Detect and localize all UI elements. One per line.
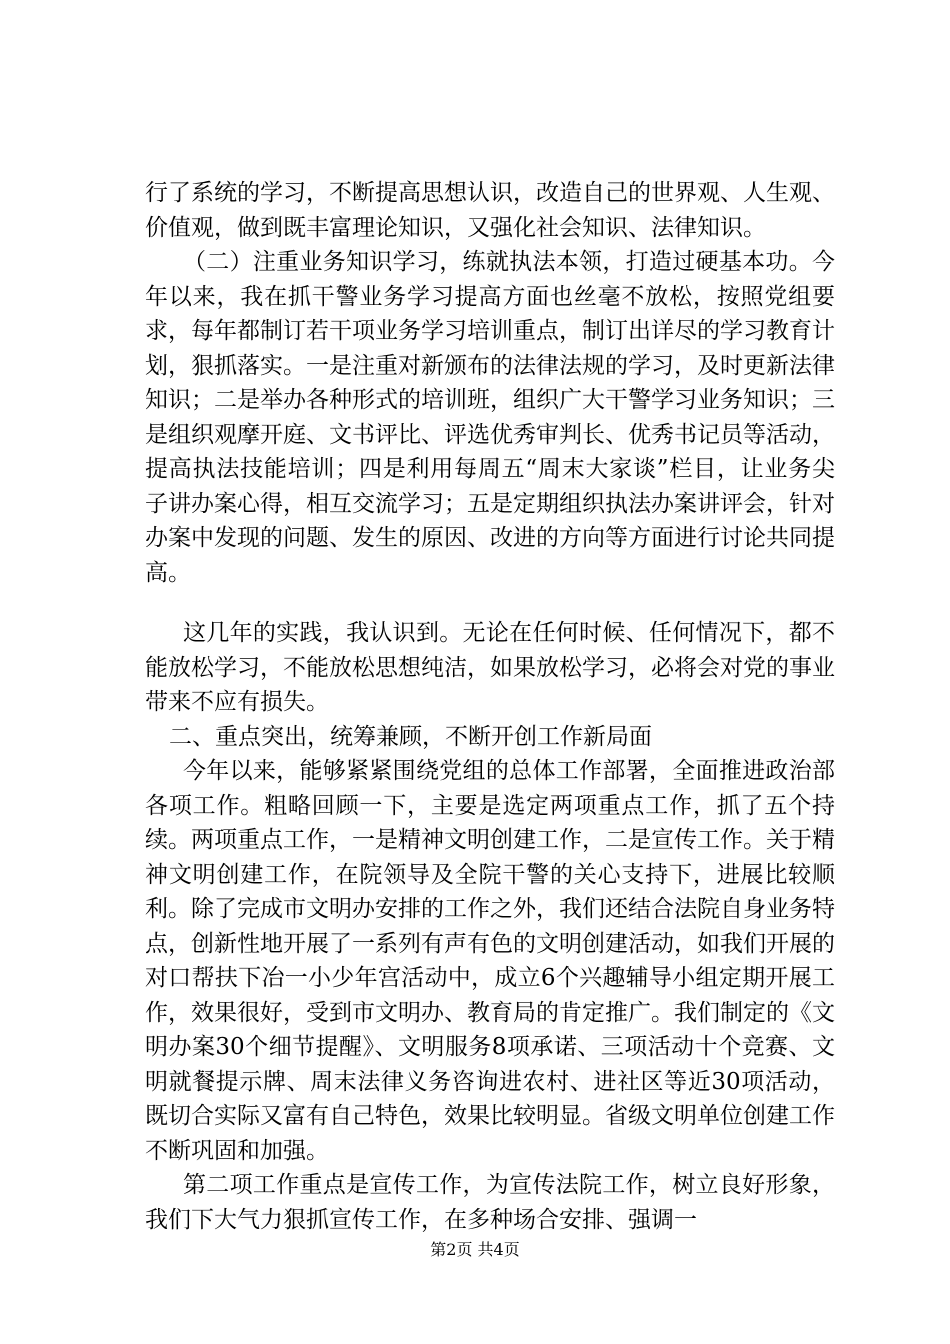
page-number-footer: 第2页 共4页	[430, 1240, 520, 1259]
paragraph-practice-reflection: 这几年的实践，我认识到。无论在任何时候、任何情况下，都不能放松学习，不能放松思想纯洁，如果放松学习，必将会对党的事业带来不应有损失。	[145, 620, 835, 715]
paragraph-key-work: 今年以来，能够紧紧围绕党组的总体工作部署，全面推进政治部各项工作。粗略回顾一下，主要是选定两项重点工作，抓了五个持续。两项重点工作，一是精神文明创建工作，二是宣传工作。关于精神文明创建工作，在院领导及全院干警的关心支持下，进展比较顺利。除了完成市文明办安排的工作之外，我们还结合法院自身业务特点，创新性地开展了一系列有声有色的文明创建活动，如我们开展的对口帮扶下冶一小少年宫活动中，成立6个兴趣辅导小组定期开展工作，效果很好，受到市文明办、教育局的肯定推广。我们制定的《文明办案30个细节提醒》、文明服务8项承诺、三项活动十个竞赛、文明就餐提示牌、周末法律义务咨询进农村、进社区等近30项活动，既切合实际又富有自己特色，效果比较明显。省级文明单位创建工作不断巩固和加强。	[145, 758, 835, 1164]
paragraph-business-study: （二）注重业务知识学习，练就执法本领，打造过硬基本功。今年以来，我在抓干警业务学习提高方面也丝毫不放松，按照党组要求，每年都制订若干项业务学习培训重点，制订出详尽的学习教育计划，狠抓落实。一是注重对新颁布的法律法规的学习，及时更新法律知识；二是举办各种形式的培训班，组织广大干警学习业务知识；三是组织观摩开庭、文书评比、评选优秀审判长、优秀书记员等活动，提高执法技能培训；四是利用每周五“周末大家谈”栏目，让业务尖子讲办案心得，相互交流学习；五是定期组织执法办案讲评会，针对办案中发现的问题、发生的原因、改进的方向等方面进行讨论共同提高。	[145, 249, 835, 586]
paragraph-continuation: 行了系统的学习，不断提高思想认识，改造自己的世界观、人生观、价值观，做到既丰富理论知识，又强化社会知识、法律知识。	[145, 180, 835, 241]
section-heading-two: 二、重点突出，统筹兼顾，不断开创工作新局面	[169, 723, 652, 750]
document-body	[145, 176, 835, 1237]
paragraph-publicity-work: 第二项工作重点是宣传工作，为宣传法院工作，树立良好形象，我们下大气力狠抓宣传工作，在多种场合安排、强调一	[145, 1172, 835, 1233]
